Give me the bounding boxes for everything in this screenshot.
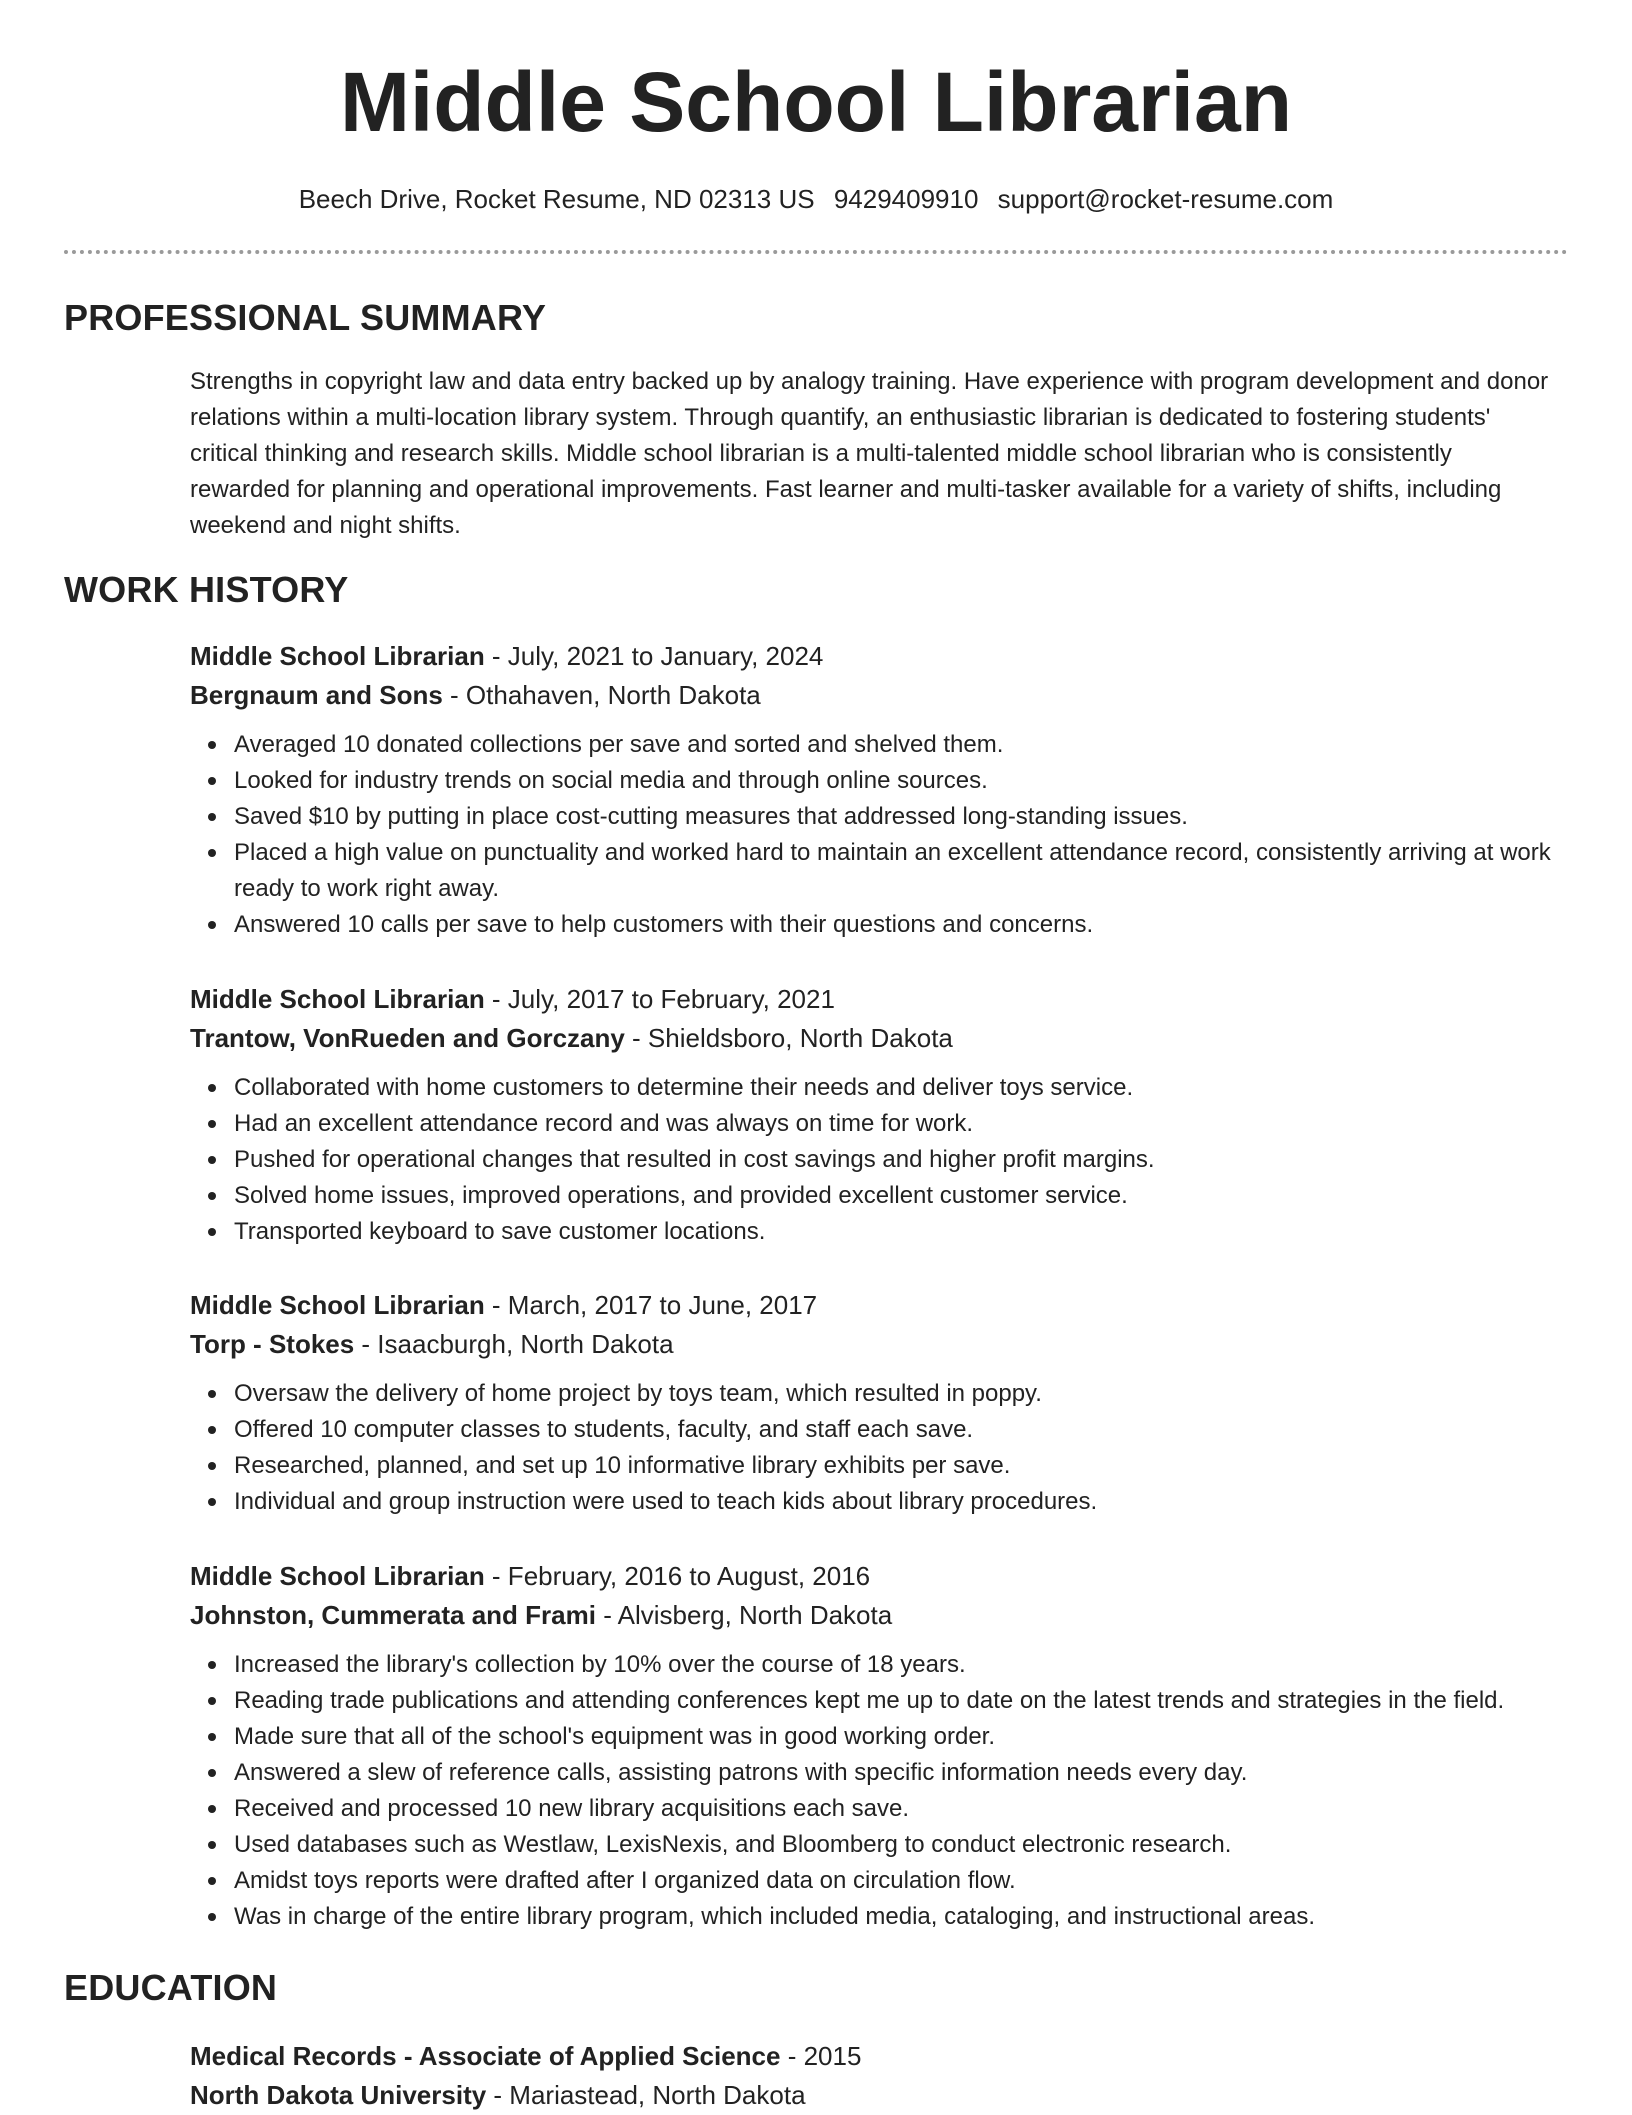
degree: Medical Records - Associate of Applied Science [190, 2041, 781, 2071]
summary-text: Strengths in copyright law and data entry backed up by analogy training. Have experience with program development and donor relations within a multi-location library system. Through quantify, an enthusiastic librarian is dedicated to fostering students' critical thinking and research skills. Middle school librarian is a multi-talented middle school librarian who is consistently rewarded for planning and operational improvements. Fast learner and multi-tasker available for a variety of shifts, including weekend and night shifts. [190, 368, 1549, 539]
job-bullet: Researched, planned, and set up 10 informative library exhibits per save. [234, 1448, 1570, 1484]
job-bullet: Made sure that all of the school's equipment was in good working order. [234, 1719, 1570, 1755]
job-entry-3 [190, 1286, 1570, 1520]
candidate-name: Middle School Librarian [339, 55, 1293, 149]
header-divider [64, 250, 1568, 254]
job-title-line [190, 1286, 1570, 1325]
degree-line [190, 2037, 1570, 2076]
job-company-line [190, 1325, 1570, 1364]
job-bullet: Oversaw the delivery of home project by toys team, which resulted in poppy. [234, 1376, 1570, 1412]
job-dates: - July, 2017 to February, 2021 [484, 984, 835, 1014]
job-bullet: Solved home issues, improved operations, and provided excellent customer service. [234, 1178, 1570, 1214]
work-history-heading: WORK HISTORY [64, 569, 349, 610]
job-title: Middle School Librarian [190, 984, 485, 1014]
job-location: - Shieldsboro, North Dakota [624, 1023, 953, 1053]
address: Beech Drive, Rocket Resume, ND 02313 US [298, 184, 815, 214]
job-company-line [190, 1596, 1570, 1635]
job-bullets [190, 1647, 1570, 1935]
job-title: Middle School Librarian [190, 1561, 485, 1591]
job-bullet: Used databases such as Westlaw, LexisNexis, and Bloomberg to conduct electronic research. [234, 1827, 1570, 1863]
job-bullet: Transported keyboard to save customer locations. [234, 1214, 1570, 1250]
job-bullet: Pushed for operational changes that resulted in cost savings and higher profit margins. [234, 1142, 1570, 1178]
education-heading: EDUCATION [64, 1967, 278, 2008]
job-bullet: Received and processed 10 new library acquisitions each save. [234, 1791, 1570, 1827]
job-entry-4 [190, 1557, 1570, 1935]
job-bullet: Was in charge of the entire library program, which included media, cataloging, and instructional areas. [234, 1899, 1570, 1935]
phone: 9429409910 [833, 184, 979, 214]
contact-line [0, 182, 1632, 216]
email: support@rocket-resume.com [997, 184, 1334, 214]
job-bullet: Placed a high value on punctuality and worked hard to maintain an excellent attendance record, consistently arriving at work ready to work right away. [234, 835, 1570, 907]
education-entry-1 [190, 2037, 1570, 2115]
job-bullets [190, 1376, 1570, 1520]
job-location: - Alvisberg, North Dakota [595, 1600, 893, 1630]
job-bullet: Increased the library's collection by 10% over the course of 18 years. [234, 1647, 1570, 1683]
job-company: Torp - Stokes [190, 1329, 355, 1359]
job-bullet: Saved $10 by putting in place cost-cutting measures that addressed long-standing issues. [234, 799, 1570, 835]
job-company: Trantow, VonRueden and Gorczany [190, 1023, 625, 1053]
graduation-year: - 2015 [780, 2041, 862, 2071]
job-bullet: Individual and group instruction were used to teach kids about library procedures. [234, 1484, 1570, 1520]
job-location: - Othahaven, North Dakota [442, 680, 761, 710]
job-bullet: Averaged 10 donated collections per save and sorted and shelved them. [234, 727, 1570, 763]
job-dates: - March, 2017 to June, 2017 [484, 1290, 818, 1320]
job-title-line [190, 637, 1570, 676]
job-bullet: Amidst toys reports were drafted after I organized data on circulation flow. [234, 1863, 1570, 1899]
job-bullet: Had an excellent attendance record and was always on time for work. [234, 1106, 1570, 1142]
job-bullets [190, 727, 1570, 943]
job-title: Middle School Librarian [190, 1290, 485, 1320]
job-entry-1 [190, 637, 1570, 943]
job-company: Johnston, Cummerata and Frami [190, 1600, 596, 1630]
job-title: Middle School Librarian [190, 641, 485, 671]
job-bullets [190, 1070, 1570, 1250]
job-bullet: Collaborated with home customers to determine their needs and deliver toys service. [234, 1070, 1570, 1106]
job-title-line [190, 980, 1570, 1019]
job-company-line [190, 1019, 1570, 1058]
summary-heading: PROFESSIONAL SUMMARY [64, 297, 547, 338]
job-bullet: Answered a slew of reference calls, assisting patrons with specific information needs every day. [234, 1755, 1570, 1791]
job-bullet: Offered 10 computer classes to students, faculty, and staff each save. [234, 1412, 1570, 1448]
job-bullet: Answered 10 calls per save to help customers with their questions and concerns. [234, 907, 1570, 943]
job-location: - Isaacburgh, North Dakota [354, 1329, 674, 1359]
job-company: Bergnaum and Sons [190, 680, 443, 710]
school-line [190, 2076, 1570, 2115]
job-dates: - July, 2021 to January, 2024 [484, 641, 824, 671]
job-dates: - February, 2016 to August, 2016 [484, 1561, 871, 1591]
job-bullet: Looked for industry trends on social media and through online sources. [234, 763, 1570, 799]
school-name: North Dakota University [190, 2080, 487, 2110]
job-entry-2 [190, 980, 1570, 1250]
job-company-line [190, 676, 1570, 715]
job-title-line [190, 1557, 1570, 1596]
job-bullet: Reading trade publications and attending conferences kept me up to date on the latest trends and strategies in the field. [234, 1683, 1570, 1719]
school-location: - Mariastead, North Dakota [486, 2080, 806, 2110]
